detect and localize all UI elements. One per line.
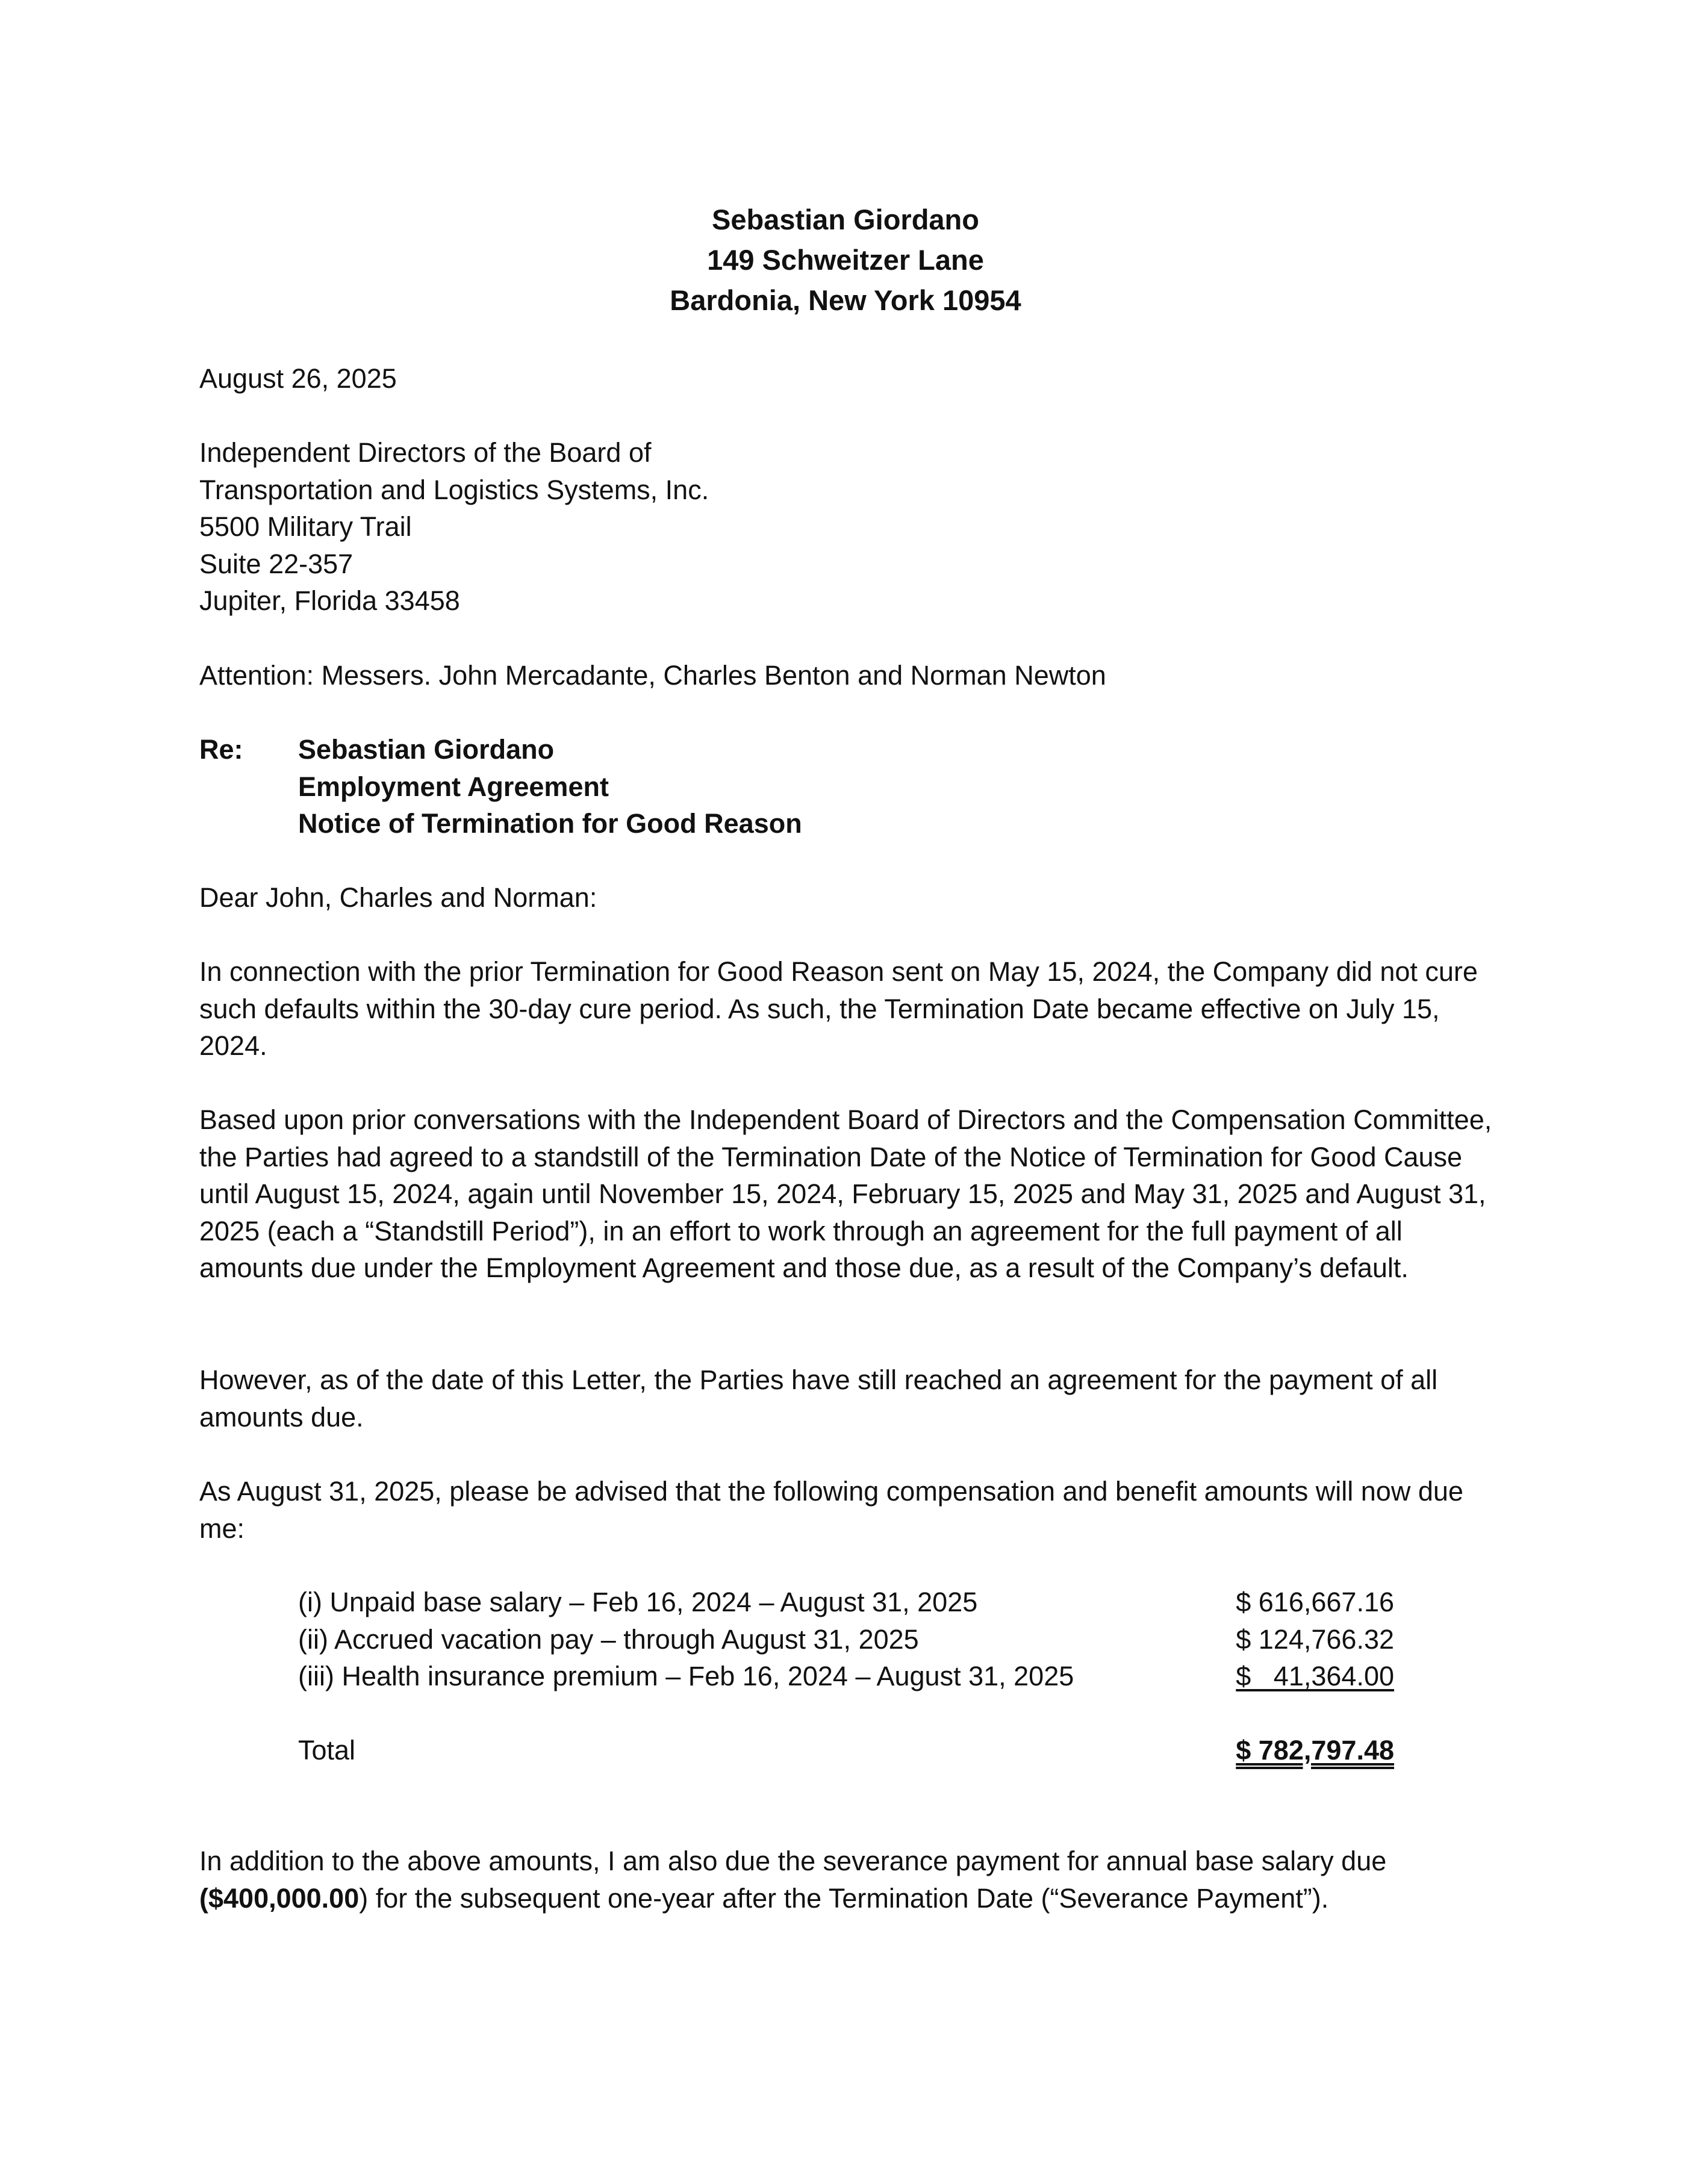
recipient-line: Suite 22-357 [199,548,353,579]
recipient-line: Independent Directors of the Board of [199,437,652,468]
compensation-row [298,1658,1394,1695]
compensation-item-amount: $ 41,364.00 [1236,1661,1394,1691]
re-subject [298,731,802,842]
compensation-item-label: (i) Unpaid base salary – Feb 16, 2024 – August 31, 2025 [298,1587,978,1617]
sender-city: Bardonia, New York 10954 [670,284,1021,316]
recipient-line: Transportation and Logistics Systems, Inc. [199,474,709,505]
compensation-row [298,1621,1394,1658]
re-subject-line: Notice of Termination for Good Reason [298,808,802,839]
paragraph-amounts-due: As August 31, 2025, please be advised that the following compensation and benefit amounts will now due me: [199,1476,1463,1544]
compensation-total-row [298,1732,1394,1769]
compensation-item-label: (ii) Accrued vacation pay – through August 31, 2025 [298,1623,919,1655]
recipient-line: 5500 Military Trail [199,511,412,542]
recipient-address [199,434,1494,620]
sender-street: 149 Schweitzer Lane [707,244,984,276]
severance-amount: ($400,000.00 [199,1882,360,1914]
compensation-item-label: (iii) Health insurance premium – Feb 16, 2024 – August 31, 2025 [298,1661,1074,1691]
recipient-line: Jupiter, Florida 33458 [199,585,460,616]
paragraph-severance [199,1843,1500,1917]
paragraph-termination: In connection with the prior Termination for Good Reason sent on May 15, 2024, the Company did not cure such defaults within the 30-day cure period. As such, the Termination Date became effective on July 15, 2024. [199,956,1478,1061]
severance-text-pre: In addition to the above amounts, I am also due the severance payment for annual base salary due [199,1846,1387,1876]
re-subject-line: Sebastian Giordano [298,734,555,765]
paragraph-no-agreement: However, as of the date of this Letter, the Parties have still reached an agreement for the payment of all amounts due. [199,1364,1438,1433]
re-subject-line: Employment Agreement [298,771,609,802]
sender-name: Sebastian Giordano [712,204,979,235]
severance-text-post: ) for the subsequent one-year after the Termination Date (“Severance Payment”). [359,1882,1329,1914]
re-label: Re: [199,734,243,765]
letter-date: August 26, 2025 [199,363,397,394]
total-label: Total [298,1735,356,1766]
compensation-row [298,1584,1394,1621]
letterhead [0,199,1691,320]
compensation-item-amount: $ 616,667.16 [1236,1587,1394,1617]
compensation-table [298,1584,1394,1695]
compensation-item-amount: $ 124,766.32 [1236,1623,1394,1655]
paragraph-standstill: Based upon prior conversations with the Independent Board of Directors and the Compensation Committee, the Parties had agreed to a standstill of the Termination Date of the Notice of Termination for Good Cause until August 15, 2024, again until November 15, 2024, February 15, 2025 and May 31, 2025 and August 31, 2025 (each a “Standstill Period”), in an effort to work through an agreement for the full payment of all amounts due under the Employment Agreement and those due, as a result of the Company’s default. [199,1104,1492,1283]
total-amount: $ 782,797.48 [1236,1735,1394,1766]
salutation: Dear John, Charles and Norman: [199,882,597,913]
attention-line: Attention: Messers. John Mercadante, Charles Benton and Norman Newton [199,660,1106,691]
